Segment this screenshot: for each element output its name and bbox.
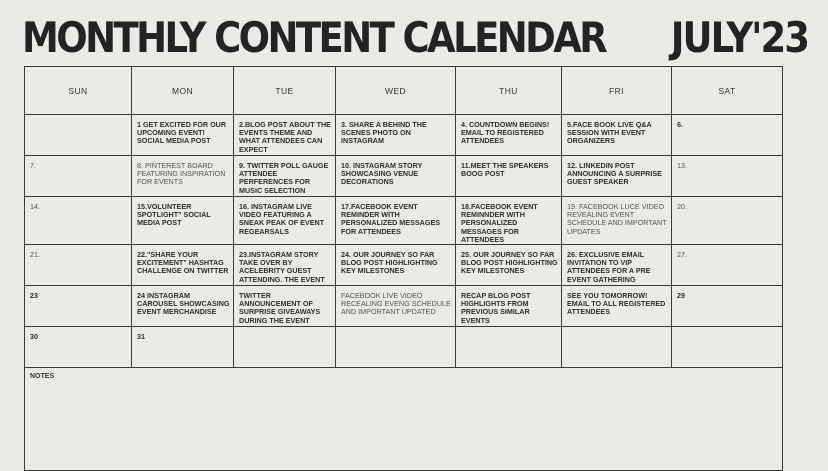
day-cell-text: 14. bbox=[30, 202, 40, 211]
day-cell[interactable] bbox=[25, 115, 132, 156]
calendar-grid bbox=[24, 66, 783, 471]
day-cell-text: 26. EXCLUSIVE EMAIL INVITATION TO VIP ATTENDEES FOR A PRE EVENT GATHERING bbox=[567, 250, 651, 284]
day-cell[interactable] bbox=[132, 197, 234, 245]
day-cell[interactable] bbox=[336, 327, 456, 368]
day-cell-text: 8. PINTEREST BOARD FEATURING INSPIRATION FOR EVENTS bbox=[137, 161, 226, 187]
day-cell[interactable] bbox=[234, 156, 336, 197]
calendar-month: JULY'23 bbox=[670, 14, 808, 63]
day-cell-text: 6. bbox=[677, 120, 683, 129]
day-cell[interactable] bbox=[456, 156, 562, 197]
day-cell[interactable] bbox=[336, 286, 456, 327]
day-cell[interactable] bbox=[672, 327, 783, 368]
day-cell-text: 5.FACE BOOK LIVE Q&A SESSION WITH EVENT ORGANIZERS bbox=[567, 120, 652, 146]
day-cell-text: 21. bbox=[30, 250, 40, 260]
day-cell-text: 20. bbox=[677, 202, 687, 211]
day-cell[interactable] bbox=[336, 115, 456, 156]
day-cell-text: 13. bbox=[677, 161, 687, 170]
day-cell[interactable] bbox=[456, 115, 562, 156]
week-row bbox=[25, 286, 783, 327]
notes-section[interactable] bbox=[25, 368, 783, 471]
day-cell-text bbox=[25, 115, 131, 121]
day-cell-text: 30 bbox=[30, 332, 38, 342]
day-cell-text: 24 INSTAGRAM CAROUSEL SHOWCASING EVENT MERCHANDISE bbox=[137, 291, 230, 317]
weekday-header-row bbox=[25, 67, 783, 115]
day-cell-text: 25. OUR JOURNEY SO FAR BLOG POST HIGHLIGHTING KEY MILESTONES bbox=[461, 250, 558, 276]
day-cell-text: 7. bbox=[30, 161, 36, 170]
day-cell[interactable] bbox=[672, 156, 783, 197]
weekday-header-thu: THU bbox=[456, 67, 562, 115]
day-cell[interactable] bbox=[25, 156, 132, 197]
week-row bbox=[25, 156, 783, 197]
day-cell[interactable] bbox=[562, 245, 672, 286]
day-cell-text: 3. SHARE A BEHIND THE SCENES PHOTO ON INSTAGRAM bbox=[341, 120, 427, 146]
day-cell-text: TWITTER ANNOUNCEMENT OF SURPRISE GIVEAWAYS DURING THE EVENT bbox=[239, 291, 321, 325]
day-cell[interactable] bbox=[234, 245, 336, 286]
day-cell[interactable] bbox=[132, 156, 234, 197]
weekday-header-wed: WED bbox=[336, 67, 456, 115]
day-cell-text bbox=[234, 327, 335, 333]
day-cell[interactable] bbox=[234, 286, 336, 327]
day-cell[interactable] bbox=[234, 115, 336, 156]
day-cell[interactable] bbox=[336, 245, 456, 286]
day-cell[interactable] bbox=[672, 115, 783, 156]
weekday-header-sun: SUN bbox=[25, 67, 132, 115]
day-cell[interactable] bbox=[672, 245, 783, 286]
day-cell-text: 2.BLOG POST ABOUT THE EVENTS THEME AND WHAT ATTENDEES CAN EXPECT bbox=[239, 120, 331, 154]
day-cell-text: FACEBOOK LIVE VIDEO RECEALING EVENG SCHEDULE AND IMPORTANT UPDATED bbox=[341, 291, 451, 317]
weekday-header-tue: TUE bbox=[234, 67, 336, 115]
day-cell-text: RECAP BLOG POST HIGHLIGHTS FROM PREVIOUS SIMILAR EVENTS bbox=[461, 291, 531, 325]
day-cell-text: 9. TWITTER POLL GAUGE ATTENDEE PERFERENCES FOR MUSIC SELECTION bbox=[239, 161, 329, 195]
day-cell[interactable] bbox=[562, 115, 672, 156]
week-row bbox=[25, 245, 783, 286]
day-cell[interactable] bbox=[25, 327, 132, 368]
day-cell[interactable] bbox=[562, 327, 672, 368]
weekday-header-sat: SAT bbox=[672, 67, 783, 115]
day-cell[interactable] bbox=[336, 156, 456, 197]
calendar-title: MONTHLY CONTENT CALENDAR bbox=[22, 14, 606, 63]
day-cell[interactable] bbox=[132, 327, 234, 368]
week-row bbox=[25, 197, 783, 245]
day-cell-text: 16. INSTAGRAM LIVE VIDEO FEATURING A SNEAK PEAK OF EVENT REGEARSALS bbox=[239, 202, 325, 236]
day-cell[interactable] bbox=[132, 286, 234, 327]
day-cell-text: 27. bbox=[677, 250, 687, 260]
day-cell[interactable] bbox=[25, 286, 132, 327]
day-cell-text: 24. OUR JOURNEY SO FAR BLOG POST HIGHLIGHTING KEY MILESTONES bbox=[341, 250, 438, 276]
day-cell[interactable] bbox=[456, 286, 562, 327]
day-cell[interactable] bbox=[672, 286, 783, 327]
day-cell[interactable] bbox=[562, 156, 672, 197]
day-cell-text: 29 bbox=[677, 291, 685, 301]
day-cell-text: 23 bbox=[30, 291, 38, 301]
week-row bbox=[25, 327, 783, 368]
day-cell-text bbox=[672, 327, 782, 333]
day-cell-text: 4. COUNTDOWN BEGINS! EMAIL TO REGISTERED ATTENDEES bbox=[461, 120, 550, 146]
day-cell-text bbox=[456, 327, 561, 333]
day-cell[interactable] bbox=[336, 197, 456, 245]
day-cell[interactable] bbox=[25, 197, 132, 245]
day-cell-text: 15.VOLUNTEER SPOTLIGHT" SOCIAL MEDIA POST bbox=[137, 202, 211, 228]
day-cell-text: 23.INSTAGRAM STORY TAKE OVER BY ACELEBRITY GUEST ATTENDING. THE EVENT bbox=[239, 250, 325, 284]
day-cell[interactable] bbox=[456, 197, 562, 245]
day-cell-text: SEE YOU TOMORROW! EMAIL TO ALL REGISTERED ATTENDEES bbox=[567, 291, 666, 317]
day-cell[interactable] bbox=[132, 115, 234, 156]
day-cell[interactable] bbox=[672, 197, 783, 245]
day-cell-text bbox=[336, 327, 455, 333]
day-cell[interactable] bbox=[456, 245, 562, 286]
day-cell-text: 17.FACEBOOK EVENT REMINDER WITH PERSONALIZED MESSAGES FOR ATTENDEES bbox=[341, 202, 441, 236]
notes-label: NOTES bbox=[30, 373, 55, 381]
day-cell-text: 19. FACEBOOK LUCE VIDEO REVEALING EVENT SCHEDULE AND IMPORTANT UPDATES bbox=[567, 202, 667, 236]
day-cell[interactable] bbox=[234, 327, 336, 368]
day-cell-text: 31 bbox=[137, 332, 145, 342]
day-cell-text: 12. LINKEDIN POST ANNOUNCING A SURPRISE GUEST SPEAKER bbox=[567, 161, 662, 187]
week-row bbox=[25, 115, 783, 156]
day-cell[interactable] bbox=[456, 327, 562, 368]
day-cell-text: 10. INSTAGRAM STORY SHOWCASING VENUE DECORATIONS bbox=[341, 161, 423, 187]
day-cell-text bbox=[562, 327, 671, 333]
day-cell[interactable] bbox=[25, 245, 132, 286]
day-cell[interactable] bbox=[132, 245, 234, 286]
day-cell[interactable] bbox=[234, 197, 336, 245]
weekday-header-fri: FRI bbox=[562, 67, 672, 115]
day-cell[interactable] bbox=[562, 197, 672, 245]
day-cell[interactable] bbox=[562, 286, 672, 327]
day-cell-text: 11.MEET THE SPEAKERS BOOG POST bbox=[461, 161, 549, 179]
weekday-header-mon: MON bbox=[132, 67, 234, 115]
day-cell-text: 1 GET EXCITED FOR OUR UPCOMING EVENT! SOCIAL MEDIA POST bbox=[137, 120, 227, 146]
day-cell-text: 18.FACEBOOK EVENT REMINNDER WITH PERSONALIZED MESSAGES FOR ATTENDEES bbox=[461, 202, 538, 244]
day-cell-text: 22."SHARE YOUR EXCITEMENT" HASHTAG CHALLENGE ON TWITTER bbox=[137, 250, 229, 276]
